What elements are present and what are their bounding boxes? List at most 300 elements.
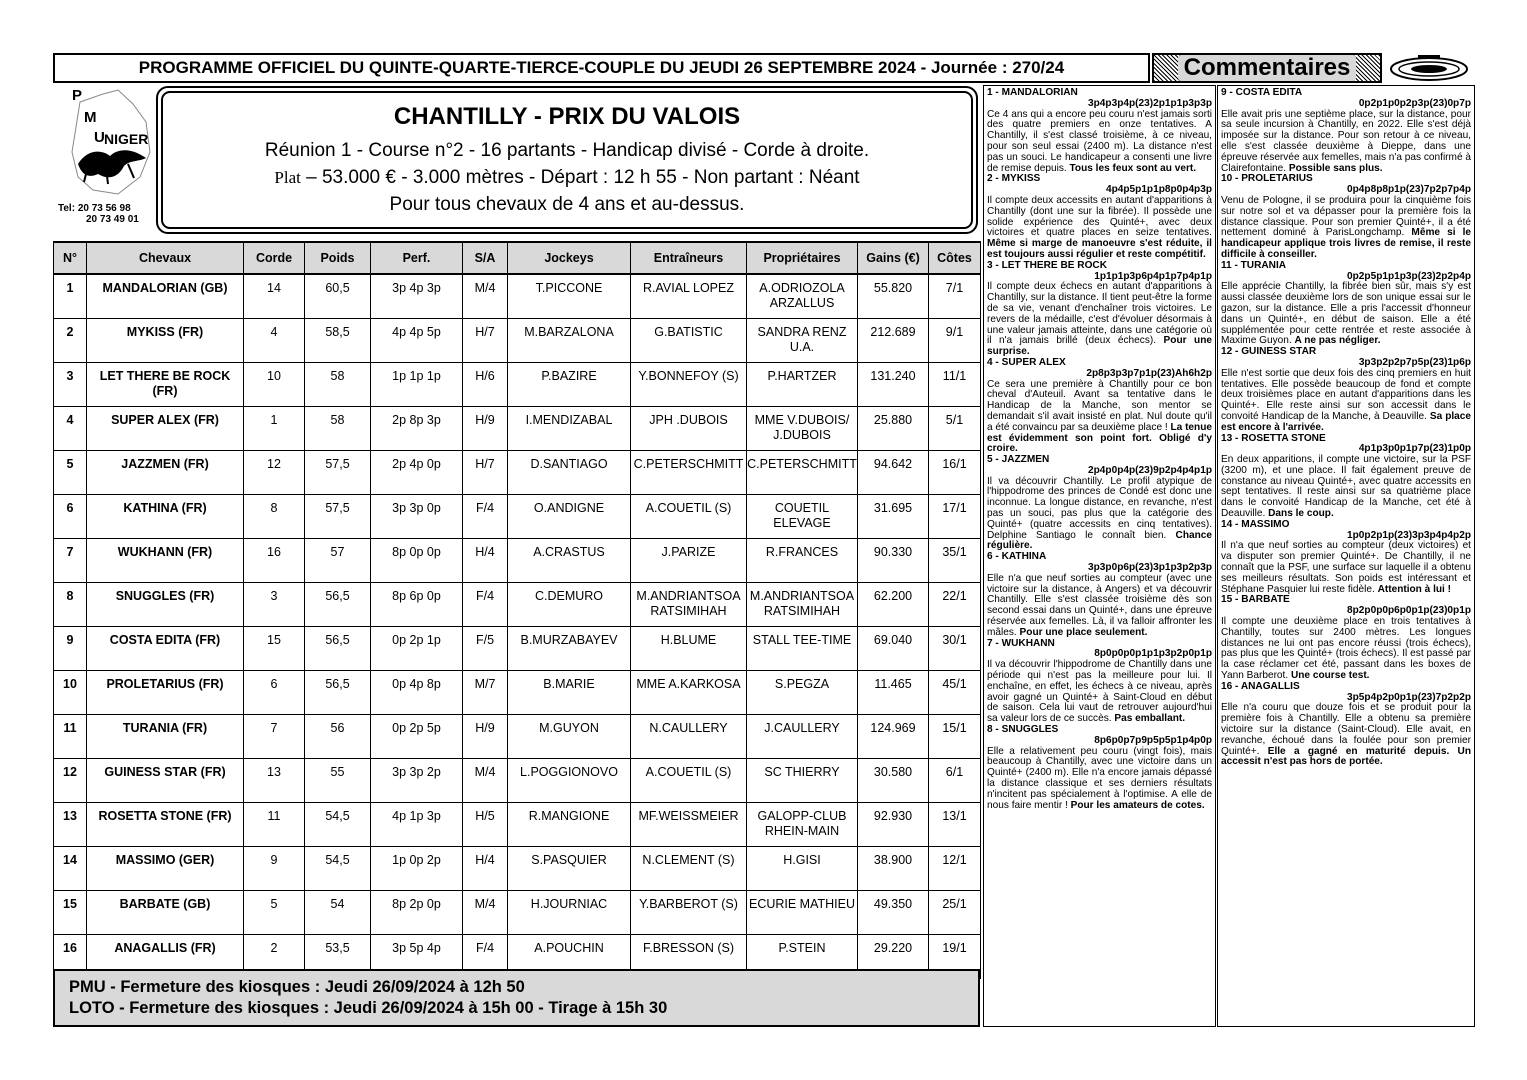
jockey: D.SANTIAGO (508, 450, 631, 494)
sex-age: H/7 (463, 318, 508, 362)
comment-title: 11 - TURANIA (1221, 259, 1287, 271)
phone-2: 20 73 49 01 (86, 214, 139, 225)
draw: 3 (244, 582, 305, 626)
comment-verdict: Sa place est encore à l'arrivée. (1221, 410, 1471, 433)
pmu-niger-logo-icon (58, 82, 158, 202)
comment-verdict: Pour une surprise. (987, 335, 1212, 358)
comment-title: 5 - JAZZMEN (987, 454, 1050, 466)
earnings: 30.580 (858, 758, 929, 802)
program-title: PROGRAMME OFFICIEL DU QUINTE-QUARTE-TIERCE-COUPLE DU JEUDI 26 SEPTEMBRE 2024 - Journée : 270/24 (138, 58, 1065, 77)
draw: 12 (244, 450, 305, 494)
loto-closing: LOTO - Fermeture des kiosques : Jeudi 26/09/2024 à 15h 00 - Tirage à 15h 30 (69, 999, 668, 1017)
table-row (54, 890, 981, 934)
comment-title: 16 - ANAGALLIS (1221, 680, 1300, 692)
comment-title: 7 - WUKHANN (987, 637, 1055, 649)
weight: 54,5 (305, 802, 371, 846)
horse-comment (987, 174, 1212, 260)
draw: 14 (244, 274, 305, 318)
earnings: 131.240 (858, 362, 929, 406)
horse-name: JAZZMEN (FR) (87, 450, 244, 494)
column-header: Poids (305, 242, 371, 274)
comment-text (987, 477, 1212, 553)
column-header: N° (54, 242, 87, 274)
table-row (54, 582, 981, 626)
trainer: N.CLEMENT (S) (631, 846, 747, 890)
performance: 4p 4p 5p (371, 318, 463, 362)
trainer: G.BATISTIC (631, 318, 747, 362)
earnings: 212.689 (858, 318, 929, 362)
earnings: 92.930 (858, 802, 929, 846)
race-line-2 (274, 164, 859, 191)
jockey: M.GUYON (508, 714, 631, 758)
comment-body: En deux apparitions, il compte une victoire, sur la PSF (3200 m), et une place. Il fait également preuve de constance au niveau Quinté+, avec quatre accessits en sept tentatives. Il reste ainsi sur sa quatrième place dans le convoité Handicap de la Manche, cet été à Deauville. (1221, 454, 1471, 520)
owner: C.PETERSCHMITT (747, 450, 858, 494)
comment-body: Elle n'a couru que douze fois et se produit pour la première fois à Chantilly. Elle a obtenu sa première victoire sur la distance (Saint-Cloud). Elle avait, en revanche, échoué dans la foulée pour son premier Quinté+. (1221, 702, 1471, 757)
runner-number: 6 (54, 494, 87, 538)
earnings: 25.880 (858, 406, 929, 450)
horse-name: LET THERE BE ROCK (FR) (87, 362, 244, 406)
earnings: 31.695 (858, 494, 929, 538)
comment-verdict: Possible sans plus. (1288, 162, 1383, 174)
table-row (54, 538, 981, 582)
horse-comment (1221, 520, 1471, 596)
contact-phones (58, 203, 139, 225)
performance: 8p 6p 0p (371, 582, 463, 626)
odds: 25/1 (929, 890, 981, 934)
comment-text (1221, 196, 1471, 261)
comment-title: 10 - PROLETARIUS (1221, 173, 1313, 185)
weight: 56,5 (305, 626, 371, 670)
jockey: S.PASQUIER (508, 846, 631, 890)
race-info-inner (161, 91, 973, 229)
weight: 58 (305, 406, 371, 450)
owner: COUETIL ELEVAGE (747, 494, 858, 538)
sex-age: H/4 (463, 846, 508, 890)
performance: 1p 0p 2p (371, 846, 463, 890)
comment-body: Ce 4 ans qui a encore peu couru n'est jamais sorti des quatre premiers en onze tentatives. A Chantilly, il s'est classé troisième, à ce niveau, pour son seul essai (2400 m). La distance n'est pas un souci. Le handicapeur a consenti une livre de remise depuis. (987, 108, 1212, 174)
comment-title: 6 - KATHINA (987, 551, 1047, 563)
horse-name: GUINESS STAR (FR) (87, 758, 244, 802)
weight: 56 (305, 714, 371, 758)
runner-number: 16 (54, 934, 87, 978)
draw: 2 (244, 934, 305, 978)
runner-number: 7 (54, 538, 87, 582)
earnings: 124.969 (858, 714, 929, 758)
comments-header (1152, 53, 1382, 83)
sex-age: F/5 (463, 626, 508, 670)
comment-verdict: Une course test. (1290, 670, 1370, 682)
comment-title: 9 - COSTA EDITA (1221, 87, 1303, 98)
runner-number: 9 (54, 626, 87, 670)
comment-body: Elle a relativement peu couru (vingt fois), mais beaucoup à Chantilly, avec une victoire dans un Quinté+ (2400 m). Elle n'a encore jamais dépassé la distance classique et ses derniers résultats n'incitent pas spécialement à l'optimise. A elle de nous faire mentir ! (987, 745, 1212, 811)
column-header: Perf. (371, 242, 463, 274)
horse-comment (1221, 174, 1471, 260)
draw: 4 (244, 318, 305, 362)
odds: 35/1 (929, 538, 981, 582)
performance: 2p 8p 3p (371, 406, 463, 450)
comment-performance: 4p1p3p0p1p7p(23)1p0p (1358, 443, 1471, 455)
race-title: CHANTILLY - PRIX DU VALOIS (393, 102, 741, 130)
table-body (54, 274, 981, 978)
odds: 11/1 (929, 362, 981, 406)
table-row (54, 494, 981, 538)
sex-age: F/4 (463, 934, 508, 978)
earnings: 55.820 (858, 274, 929, 318)
runner-number: 2 (54, 318, 87, 362)
comment-body: Elle avait pris une septième place, sur la distance, pour sa seule incursion à Chantilly, en 2022. Elle s'est déjà imposée sur la distance. Pour son retour à ce niveau, elle s'est classée deuxième à Dieppe, dans une épreuve réservée aux femelles, mais n'a pas confirmé à Clairefontaine. (1221, 108, 1471, 174)
comment-performance: 1p1p1p3p6p4p1p7p4p1p (1094, 270, 1212, 282)
trainer: Y.BARBEROT (S) (631, 890, 747, 934)
odds: 45/1 (929, 670, 981, 714)
comment-verdict: Même si le handicapeur applique trois livres de remise, il reste difficile à conseiller. (1221, 227, 1471, 260)
sex-age: M/7 (463, 670, 508, 714)
comment-title: 15 - BARBATE (1221, 594, 1290, 606)
performance: 0p 2p 1p (371, 626, 463, 670)
weight: 56,5 (305, 670, 371, 714)
owner: M.ANDRIANTSOA RATSIMIHAH (747, 582, 858, 626)
comment-body: Il compte une deuxième place en trois tentatives à Chantilly, toutes sur 2400 mètres. Les longues distances ne lui ont pas encore réussi (trois échecs), pas plus que les Quinté+ (trois échecs). Il est passé par la case réclamer cet été, passant dans les boxes de Yann Barberot. (1221, 616, 1471, 682)
column-header: Gains (€) (858, 242, 929, 274)
jockey: C.DEMURO (508, 582, 631, 626)
horse-name: SUPER ALEX (FR) (87, 406, 244, 450)
comment-title: 13 - ROSETTA STONE (1221, 432, 1326, 444)
column-header: S/A (463, 242, 508, 274)
program-title-bar (53, 53, 1150, 83)
sex-age: H/5 (463, 802, 508, 846)
kiosk-closing-footer (53, 969, 980, 1027)
performance: 4p 1p 3p (371, 802, 463, 846)
performance: 1p 1p 1p (371, 362, 463, 406)
comment-title: 8 - SNUGGLES (987, 724, 1059, 736)
odds: 13/1 (929, 802, 981, 846)
horse-comment (987, 358, 1212, 455)
sex-age: M/4 (463, 274, 508, 318)
horse-comment (1221, 434, 1471, 520)
comments-column-right (1217, 85, 1475, 1027)
table-header-row (54, 242, 981, 274)
race-line-3: Pour tous chevaux de 4 ans et au-dessus. (389, 193, 745, 215)
performance: 0p 2p 5p (371, 714, 463, 758)
trainer: C.PETERSCHMITT (631, 450, 747, 494)
comment-performance: 2p4p0p4p(23)9p2p4p4p1p (1088, 464, 1212, 476)
owner: A.ODRIOZOLA ARZALLUS (747, 274, 858, 318)
table-row (54, 318, 981, 362)
svg-text:P: P (72, 87, 83, 104)
jockey: T.PICCONE (508, 274, 631, 318)
race-info-box (156, 86, 978, 234)
svg-text:NIGER: NIGER (104, 131, 149, 147)
table-row (54, 714, 981, 758)
draw: 10 (244, 362, 305, 406)
horse-comment (987, 88, 1212, 174)
trainer: F.BRESSON (S) (631, 934, 747, 978)
table-row (54, 846, 981, 890)
comment-verdict: Pour une place seulement. (1019, 626, 1148, 638)
runner-number: 8 (54, 582, 87, 626)
runner-number: 13 (54, 802, 87, 846)
column-header: Côtes (929, 242, 981, 274)
earnings: 90.330 (858, 538, 929, 582)
comment-text (987, 380, 1212, 456)
owner: P.HARTZER (747, 362, 858, 406)
draw: 11 (244, 802, 305, 846)
comment-text (987, 282, 1212, 358)
comment-text (987, 747, 1212, 812)
comment-performance: 1p0p2p1p(23)3p3p4p4p2p (1347, 529, 1471, 541)
jockey: A.CRASTUS (508, 538, 631, 582)
sex-age: H/7 (463, 450, 508, 494)
runner-number: 10 (54, 670, 87, 714)
comment-body: Il compte deux accessits en autant d'apparitions à Chantilly (dont une sur la fibrée). Il possède une solide expérience des Quinté+, avec deux victoires et quatre places en seize tentatives. (987, 194, 1212, 239)
owner: S.PEGZA (747, 670, 858, 714)
earnings: 62.200 (858, 582, 929, 626)
comment-text (1221, 282, 1471, 347)
trainer: H.BLUME (631, 626, 747, 670)
owner: P.STEIN (747, 934, 858, 978)
odds: 12/1 (929, 846, 981, 890)
trainer: Y.BONNEFOY (S) (631, 362, 747, 406)
comment-body: Elle n'a que neuf sorties au compteur (avec une victoire sur la distance, à Angers) et va découvrir Chantilly. Elle s'est classée troisième dès son second essai dans un Quinté+, dans une épreuve réservée aux femelles. Là, il va falloir affronter les mâles. (987, 572, 1212, 638)
jockey: B.MURZABAYEV (508, 626, 631, 670)
jockey: A.POUCHIN (508, 934, 631, 978)
performance: 3p 4p 3p (371, 274, 463, 318)
comment-body: Il compte deux échecs en autant d'apparitions à Chantilly, sur la distance. Il tient peut-être la forme de sa vie, venant d'enchaîner trois victoires. Le revers de la médaille, c'est d'évoluer désormais à une valeur jamais atteinte, dans une catégorie où il n'a jamais brillé (deux échecs). (987, 281, 1212, 347)
horse-name: ROSETTA STONE (FR) (87, 802, 244, 846)
runner-number: 4 (54, 406, 87, 450)
horse-name: BARBATE (GB) (87, 890, 244, 934)
comment-performance: 3p4p3p4p(23)2p1p1p3p3p (1088, 97, 1212, 109)
comment-verdict: Attention à lui ! (1377, 583, 1452, 595)
performance: 0p 4p 8p (371, 670, 463, 714)
jockey: H.JOURNIAC (508, 890, 631, 934)
table-row (54, 626, 981, 670)
horse-comment (1221, 682, 1471, 768)
comment-performance: 8p6p0p7p9p5p5p1p4p0p (1094, 734, 1212, 746)
odds: 22/1 (929, 582, 981, 626)
table-row (54, 450, 981, 494)
comment-text (1221, 541, 1471, 595)
sex-age: F/4 (463, 494, 508, 538)
owner: J.CAULLERY (747, 714, 858, 758)
jockey: O.ANDIGNE (508, 494, 631, 538)
weight: 55 (305, 758, 371, 802)
owner: SANDRA RENZ U.A. (747, 318, 858, 362)
comment-text (1221, 110, 1471, 175)
jockey: R.MANGIONE (508, 802, 631, 846)
sex-age: H/9 (463, 714, 508, 758)
weight: 54 (305, 890, 371, 934)
weight: 57,5 (305, 494, 371, 538)
odds: 5/1 (929, 406, 981, 450)
horse-comment (987, 552, 1212, 638)
earnings: 69.040 (858, 626, 929, 670)
runner-number: 15 (54, 890, 87, 934)
comment-verdict: Elle a gagné en maturité depuis. Un accessit n'est pas hors de portée. (1221, 745, 1472, 768)
comment-verdict: Pour les amateurs de cotes. (1070, 799, 1205, 811)
weight: 58,5 (305, 318, 371, 362)
comment-verdict: La tenue est évidemment son point fort. Obligé d'y croire. (987, 421, 1212, 455)
pmu-closing: PMU - Fermeture des kiosques : Jeudi 26/09/2024 à 12h 50 (69, 978, 525, 996)
draw: 15 (244, 626, 305, 670)
comment-performance: 3p3p0p6p(23)3p1p3p2p3p (1088, 562, 1212, 574)
horse-name: COSTA EDITA (FR) (87, 626, 244, 670)
race-line-1: Réunion 1 - Course n°2 - 16 partants - Handicap divisé - Corde à droite. (264, 139, 870, 161)
trainer: M.ANDRIANTSOA RATSIMIHAH (631, 582, 747, 626)
horse-name: MANDALORIAN (GB) (87, 274, 244, 318)
comment-body: Venu de Pologne, il se produira pour la cinquième fois sur notre sol et va dépasser pour la première fois la distance classique. Pour son premier Quinté+, il a été nettement dominé à ParisLongchamp. (1221, 194, 1471, 239)
comment-performance: 4p4p5p1p1p8p0p4p3p (1105, 184, 1212, 196)
horse-comment (1221, 595, 1471, 681)
comment-performance: 0p2p1p0p2p3p(23)0p7p (1358, 97, 1471, 109)
trainer: R.AVIAL LOPEZ (631, 274, 747, 318)
weight: 57,5 (305, 450, 371, 494)
runner-number: 14 (54, 846, 87, 890)
comment-performance: 3p5p4p2p0p1p(23)7p2p2p (1347, 691, 1471, 703)
odds: 6/1 (929, 758, 981, 802)
draw: 8 (244, 494, 305, 538)
draw: 13 (244, 758, 305, 802)
table-row (54, 670, 981, 714)
horse-name: WUKHANN (FR) (87, 538, 244, 582)
odds: 9/1 (929, 318, 981, 362)
jockey: B.MARIE (508, 670, 631, 714)
svg-text:U: U (94, 129, 105, 146)
trainer: A.COUETIL (S) (631, 494, 747, 538)
sex-age: M/4 (463, 758, 508, 802)
comment-verdict: Dans le coup. (1268, 508, 1334, 520)
comment-body: Il va découvrir Chantilly. Le profil atypique de l'hippodrome des princes de Condé est donc une inconnue. La longue distance, en revanche, n'est pas un souci, pas plus que la catégorie des Quinté+ (quatre accessits en cinq tentatives). Delphine Santiago le connaît bien. (987, 475, 1212, 541)
trainer: MF.WEISSMEIER (631, 802, 747, 846)
performance: 2p 4p 0p (371, 450, 463, 494)
comment-body: Ce sera une première à Chantilly pour ce bon cheval d'Auteuil. Avant sa tentative dans le Handicap de la Manche, son mentor se demandait s'il avait insisté en plat. Nul doute qu'il a été convaincu par sa deuxième place ! (987, 378, 1212, 433)
comment-verdict: A ne pas négliger. (1294, 335, 1381, 347)
horse-name: ANAGALLIS (FR) (87, 934, 244, 978)
horse-comment (987, 725, 1212, 811)
owner: ECURIE MATHIEU (747, 890, 858, 934)
odds: 19/1 (929, 934, 981, 978)
horse-name: SNUGGLES (FR) (87, 582, 244, 626)
runners-table (53, 241, 981, 979)
comment-performance: 8p0p0p0p1p1p3p2p0p1p (1094, 648, 1212, 660)
runner-number: 1 (54, 274, 87, 318)
owner: H.GISI (747, 846, 858, 890)
comment-title: 12 - GUINESS STAR (1221, 346, 1317, 358)
comment-performance: 8p2p0p0p6p0p1p(23)0p1p (1347, 605, 1471, 617)
comment-text (987, 574, 1212, 639)
comment-performance: 2p8p3p3p7p1p(23)Ah6h2p (1086, 367, 1212, 379)
horse-comment (1221, 88, 1471, 174)
jockey: M.BARZALONA (508, 318, 631, 362)
performance: 3p 3p 2p (371, 758, 463, 802)
horse-comment (987, 455, 1212, 552)
comment-performance: 0p4p8p8p1p(23)7p2p7p4p (1347, 184, 1471, 196)
horse-comment (987, 639, 1212, 725)
table-row (54, 274, 981, 318)
runner-number: 3 (54, 362, 87, 406)
draw: 16 (244, 538, 305, 582)
comment-title: 4 - SUPER ALEX (987, 356, 1066, 368)
sex-age: H/4 (463, 538, 508, 582)
runner-number: 11 (54, 714, 87, 758)
horse-name: MYKISS (FR) (87, 318, 244, 362)
comment-verdict: Pas emballant. (1114, 713, 1186, 725)
phone-1: Tel: 20 73 56 98 (58, 203, 131, 214)
horse-name: MASSIMO (GER) (87, 846, 244, 890)
sex-age: M/4 (463, 890, 508, 934)
lonase-logo-icon (1388, 53, 1470, 83)
comment-text (1221, 455, 1471, 520)
svg-text:M: M (84, 109, 97, 126)
horse-name: KATHINA (FR) (87, 494, 244, 538)
table-row (54, 802, 981, 846)
runner-number: 5 (54, 450, 87, 494)
comment-title: 14 - MASSIMO (1221, 518, 1290, 530)
weight: 57 (305, 538, 371, 582)
horse-name: PROLETARIUS (FR) (87, 670, 244, 714)
earnings: 38.900 (858, 846, 929, 890)
horse-name: TURANIA (FR) (87, 714, 244, 758)
comment-text (987, 110, 1212, 175)
trainer: A.COUETIL (S) (631, 758, 747, 802)
comment-body: Elle apprécie Chantilly, la fibrée bien sûr, mais s'y est aussi classée deuxième lors de son unique essai sur le gazon, sur la distance. Elle a pris l'accessit d'honneur dans un Quinté+, en début de saison. Elle a été supplémentée pour cette rentrée et reste associée à Maxime Guyon. (1221, 281, 1471, 347)
weight: 60,5 (305, 274, 371, 318)
earnings: 29.220 (858, 934, 929, 978)
performance: 3p 5p 4p (371, 934, 463, 978)
comment-text (1221, 703, 1471, 768)
comment-verdict: Même si marge de manoeuvre s'est réduite, il est toujours aussi régulier et reste compétitif. (987, 238, 1212, 260)
trainer: J.PARIZE (631, 538, 747, 582)
odds: 15/1 (929, 714, 981, 758)
column-header: Corde (244, 242, 305, 274)
performance: 8p 0p 0p (371, 538, 463, 582)
comment-text (987, 660, 1212, 725)
comments-column-left (983, 85, 1216, 1027)
race-type: Plat (274, 167, 301, 187)
sex-age: F/4 (463, 582, 508, 626)
draw: 6 (244, 670, 305, 714)
comment-verdict: Chance régulière. (987, 529, 1212, 552)
sex-age: H/9 (463, 406, 508, 450)
odds: 30/1 (929, 626, 981, 670)
table-row (54, 362, 981, 406)
race-details: – 53.000 € - 3.000 mètres - Départ : 12 h 55 - Non partant : Néant (300, 166, 860, 188)
horse-comment (1221, 347, 1471, 433)
sex-age: H/6 (463, 362, 508, 406)
comment-performance: 0p2p5p1p1p3p(23)2p2p4p (1347, 270, 1471, 282)
owner: MME V.DUBOIS/ J.DUBOIS (747, 406, 858, 450)
comment-body: Il n'a que neuf sorties au compteur (deux victoires) et va disputer son premier Quinté+. De Chantilly, il ne connaît que la PSF, une surface sur laquelle il a obtenu ses meilleurs résultats. Son poids est intéressant et Stéphane Pasquier lui reste fidèle. (1221, 540, 1471, 595)
owner: R.FRANCES (747, 538, 858, 582)
performance: 8p 2p 0p (371, 890, 463, 934)
comments-label: Commentaires (1178, 55, 1357, 81)
comment-title: 3 - LET THERE BE ROCK (987, 259, 1108, 271)
odds: 16/1 (929, 450, 981, 494)
weight: 58 (305, 362, 371, 406)
trainer: MME A.KARKOSA (631, 670, 747, 714)
comment-verdict: Tous les feux sont au vert. (1069, 162, 1197, 174)
owner: SC THIERRY (747, 758, 858, 802)
weight: 56,5 (305, 582, 371, 626)
jockey: I.MENDIZABAL (508, 406, 631, 450)
weight: 53,5 (305, 934, 371, 978)
earnings: 11.465 (858, 670, 929, 714)
owner: GALOPP-CLUB RHEIN-MAIN (747, 802, 858, 846)
jockey: L.POGGIONOVO (508, 758, 631, 802)
odds: 7/1 (929, 274, 981, 318)
comment-performance: 3p3p2p2p7p5p(23)1p6p (1358, 356, 1471, 368)
trainer: JPH .DUBOIS (631, 406, 747, 450)
performance: 3p 3p 0p (371, 494, 463, 538)
